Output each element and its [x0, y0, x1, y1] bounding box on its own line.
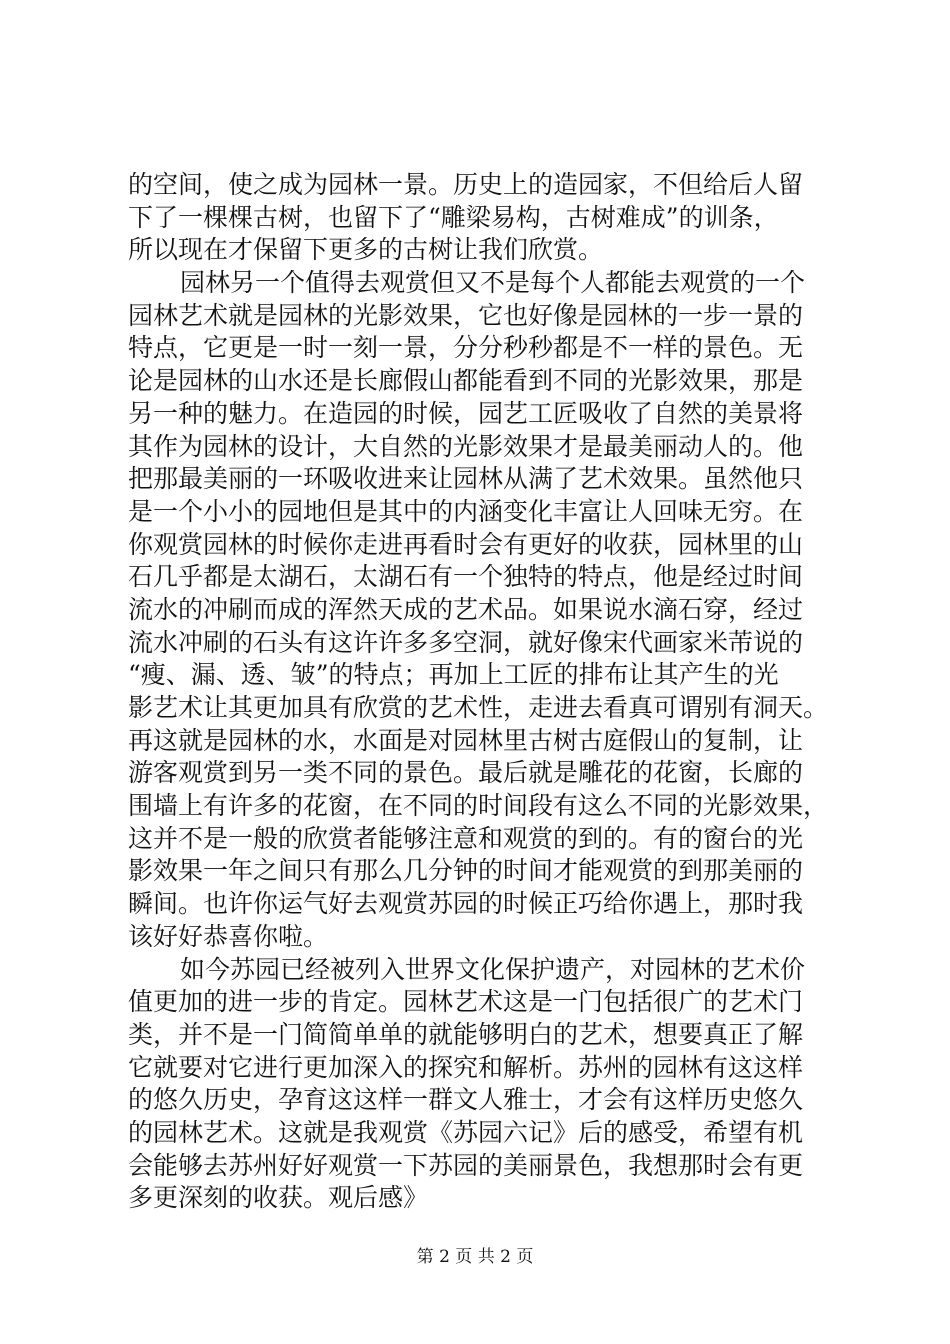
- text-line: 园林艺术就是园林的光影效果，它也好像是园林的一步一景的: [128, 300, 804, 330]
- text-line: 的园林艺术。这就是我观赏《苏园六记》后的感受，希望有机: [128, 1117, 804, 1147]
- text-line: 特点，它更是一时一刻一景，分分秒秒都是不一样的景色。无: [128, 333, 804, 363]
- text-line: 另一种的魅力。在造园的时候，园艺工匠吸收了自然的美景将: [128, 398, 804, 428]
- text-line: 园林另一个值得去观赏但又不是每个人都能去观赏的一个: [180, 268, 806, 298]
- text-line: 下了一棵棵古树，也留下了“雕梁易构，古树难成”的训条，: [128, 202, 779, 232]
- text-line: 流水的冲刷而成的浑然天成的艺术品。如果说水滴石穿，经过: [128, 594, 804, 624]
- text-line: 把那最美丽的一环吸收进来让园林从满了艺术效果。虽然他只: [128, 464, 804, 494]
- text-line: 再这就是园林的水，水面是对园林里古树古庭假山的复制，让: [128, 725, 804, 755]
- text-line: 影艺术让其更加具有欣赏的艺术性，走进去看真可谓别有洞天。: [128, 693, 829, 722]
- text-line: 所以现在才保留下更多的古树让我们欣赏。: [128, 235, 604, 265]
- text-line: 瞬间。也许你运气好去观赏苏园的时候正巧给你遇上，那时我: [128, 889, 804, 919]
- text-line: 的悠久历史，孕育这这样一群文人雅士，才会有这样历史悠久: [128, 1085, 804, 1115]
- text-line: 影效果一年之间只有那么几分钟的时间才能观赏的到那美丽的: [128, 856, 804, 886]
- text-line: 多更深刻的收获。观后感》: [128, 1183, 429, 1213]
- paragraph: [128, 267, 848, 953]
- text-line: 该好好恭喜你啦。: [128, 921, 329, 951]
- text-line: 你观赏园林的时候你走进再看时会有更好的收获，园林里的山: [128, 529, 804, 559]
- text-line: 的空间，使之成为园林一景。历史上的造园家，不但给后人留: [128, 170, 804, 199]
- text-line: 石几乎都是太湖石，太湖石有一个独特的特点，他是经过时间: [128, 562, 804, 592]
- text-line: 论是园林的山水还是长廊假山都能看到不同的光影效果，那是: [128, 366, 804, 396]
- text-line: 流水冲刷的石头有这许许多多空洞，就好像宋代画家米芾说的: [128, 627, 804, 657]
- text-line: 其作为园林的设计，大自然的光影效果才是最美丽动人的。他: [128, 431, 804, 461]
- text-line: 值更加的进一步的肯定。园林艺术这是一门包括很广的艺术门: [128, 987, 804, 1017]
- text-line: 围墙上有许多的花窗，在不同的时间段有这么不同的光影效果，: [128, 791, 829, 821]
- text-line: 是一个小小的园地但是其中的内涵变化丰富让人回味无穷。在: [128, 496, 804, 526]
- page-footer: 第 2 页 共 2 页: [416, 1247, 534, 1267]
- paragraph: [128, 169, 848, 267]
- text-line: “瘦、漏、透、皱”的特点；再加上工匠的排布让其产生的光: [128, 660, 779, 690]
- text-line: 它就要对它进行更加深入的探究和解析。苏州的园林有这这样: [128, 1052, 804, 1082]
- text-line: 如今苏园已经被列入世界文化保护遗产，对园林的艺术价: [180, 954, 806, 984]
- text-line: 这并不是一般的欣赏者能够注意和观赏的到的。有的窗台的光: [128, 823, 804, 853]
- text-line: 会能够去苏州好好观赏一下苏园的美丽景色，我想那时会有更: [128, 1150, 804, 1180]
- document-body: [128, 169, 848, 1215]
- text-line: 游客观赏到另一类不同的景色。最后就是雕花的花窗，长廊的: [128, 758, 804, 788]
- paragraph: [128, 954, 848, 1216]
- text-line: 类，并不是一门简简单单的就能够明白的艺术，想要真正了解: [128, 1019, 804, 1049]
